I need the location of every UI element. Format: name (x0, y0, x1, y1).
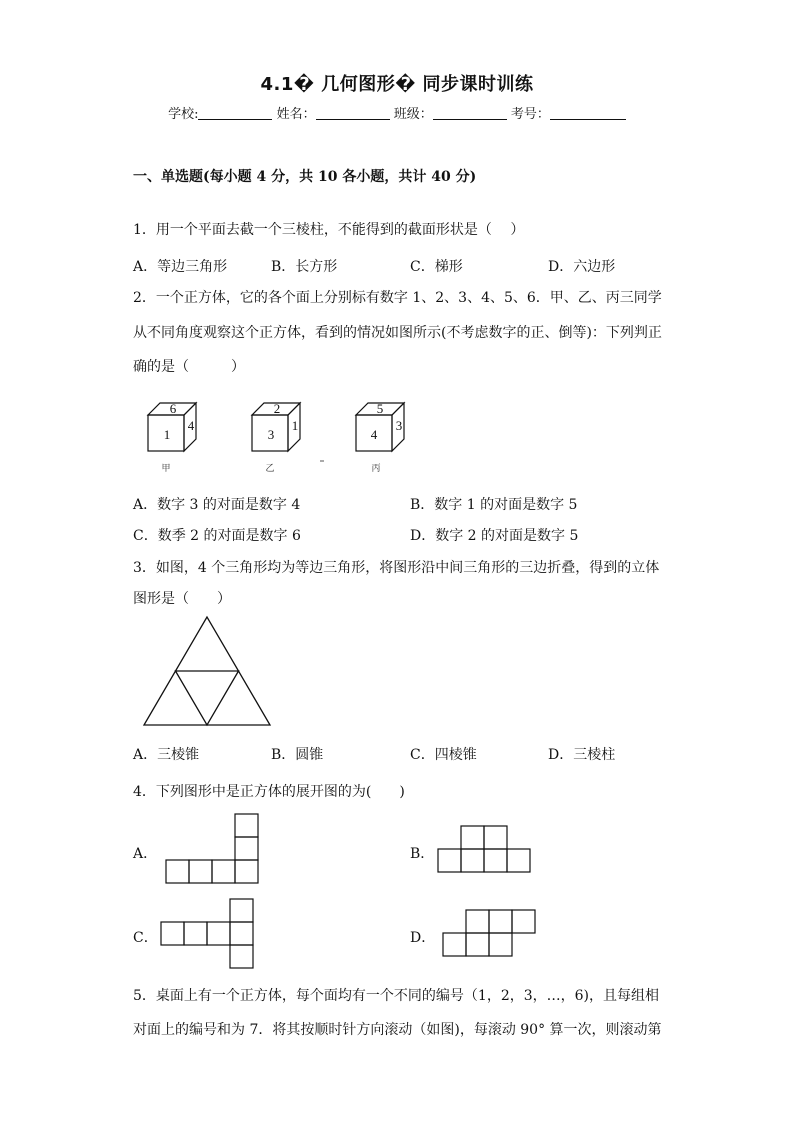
q4-option-d-label[interactable]: D． (410, 930, 436, 946)
q1-option-d[interactable]: D．六边形 (548, 259, 616, 275)
class-blank[interactable] (433, 105, 507, 120)
cube-jia-top-number: 6 (169, 401, 177, 416)
school-label: 学校: (168, 107, 199, 122)
name-blank[interactable] (316, 105, 390, 120)
q2-option-d[interactable]: D．数字 2 的对面是数字 5 (410, 528, 579, 544)
q3-option-c[interactable]: C．四棱锥 (410, 747, 477, 763)
q4-net-b[interactable] (437, 825, 533, 875)
page-title: 4.1� 几何图形� 同步课时训练 (260, 74, 534, 95)
q1-option-c[interactable]: C．梯形 (410, 259, 463, 275)
cube-yi-side-number: 1 (291, 418, 299, 433)
name-label: 姓名： (276, 107, 316, 122)
q4-option-a-label[interactable]: A． (133, 846, 158, 862)
q2-stem-line3: 确的是（ ） (133, 359, 245, 375)
cube-bing-front-number: 4 (370, 427, 378, 442)
q4-option-c-label[interactable]: C． (133, 930, 158, 946)
q4-net-a[interactable] (165, 812, 260, 884)
q2-stem-line1: 2．一个正方体，它的各个面上分别标有数字 1、2、3、4、5、6．甲、乙、丙三同学 (133, 290, 662, 306)
cube-jia-label: 甲 (161, 463, 171, 473)
q5-stem-line2: 对面上的编号和为 7．将其按顺时针方向滚动（如图)，每滚动 90° 算一次，则滚动第 (133, 1022, 662, 1038)
inner-triangle (176, 671, 239, 725)
q1-stem: 1．用一个平面去截一个三棱柱，不能得到的截面形状是（ ） (133, 222, 525, 238)
q2-option-c[interactable]: C．数季 2 的对面是数字 6 (133, 528, 301, 544)
cube-bing-top-number: 5 (376, 401, 384, 416)
cube-yi-front-number: 3 (267, 427, 275, 442)
q2-stem-line2: 从不同角度观察这个正方体，看到的情况如图所示(不考虑数字的正、倒等)：下列判正 (133, 325, 662, 341)
cube-jia-side-number: 4 (187, 418, 195, 433)
q5-stem-line1: 5．桌面上有一个正方体，每个面均有一个不同的编号（1，2，3，…，6)，且每组相 (133, 988, 659, 1004)
exam-number-blank[interactable] (550, 105, 626, 120)
q3-stem-line1: 3．如图，4 个三角形均为等边三角形，将图形沿中间三角形的三边折叠，得到的立体 (133, 560, 660, 576)
q1-option-b[interactable]: B．长方形 (271, 259, 338, 275)
cube-jia-front-number: 1 (163, 427, 171, 442)
q4-net-c[interactable] (160, 898, 256, 970)
q4-stem: 4．下列图形中是正方体的展开图的为( ) (133, 784, 405, 800)
q3-stem-line2: 图形是（ ） (133, 591, 231, 607)
cube-bing-label: 丙 (371, 463, 381, 473)
q3-option-d[interactable]: D．三棱柱 (548, 747, 616, 763)
cube-bing-side-number: 3 (395, 418, 403, 433)
q1-option-a[interactable]: A．等边三角形 (133, 259, 228, 275)
q3-triangle-net-figure (140, 613, 275, 728)
school-blank[interactable] (198, 105, 272, 120)
section-heading: 一、单选题(每小题 4 分，共 10 各小题，共计 40 分) (133, 169, 477, 185)
q2-option-a[interactable]: A．数字 3 的对面是数字 4 (133, 497, 301, 513)
q3-option-a[interactable]: A．三棱锥 (133, 747, 200, 763)
exam-number-label: 考号： (510, 107, 550, 122)
q2-option-b[interactable]: B．数字 1 的对面是数字 5 (410, 497, 578, 513)
class-label: 班级： (393, 107, 433, 122)
student-info-line (0, 103, 794, 122)
q3-option-b[interactable]: B．圆锥 (271, 747, 324, 763)
cube-yi-label: 乙 (265, 463, 275, 473)
q4-net-d[interactable] (442, 909, 538, 959)
cube-yi-top-number: 2 (273, 401, 281, 416)
q4-option-b-label[interactable]: B． (410, 846, 435, 862)
q2-cube-figure (140, 395, 420, 480)
